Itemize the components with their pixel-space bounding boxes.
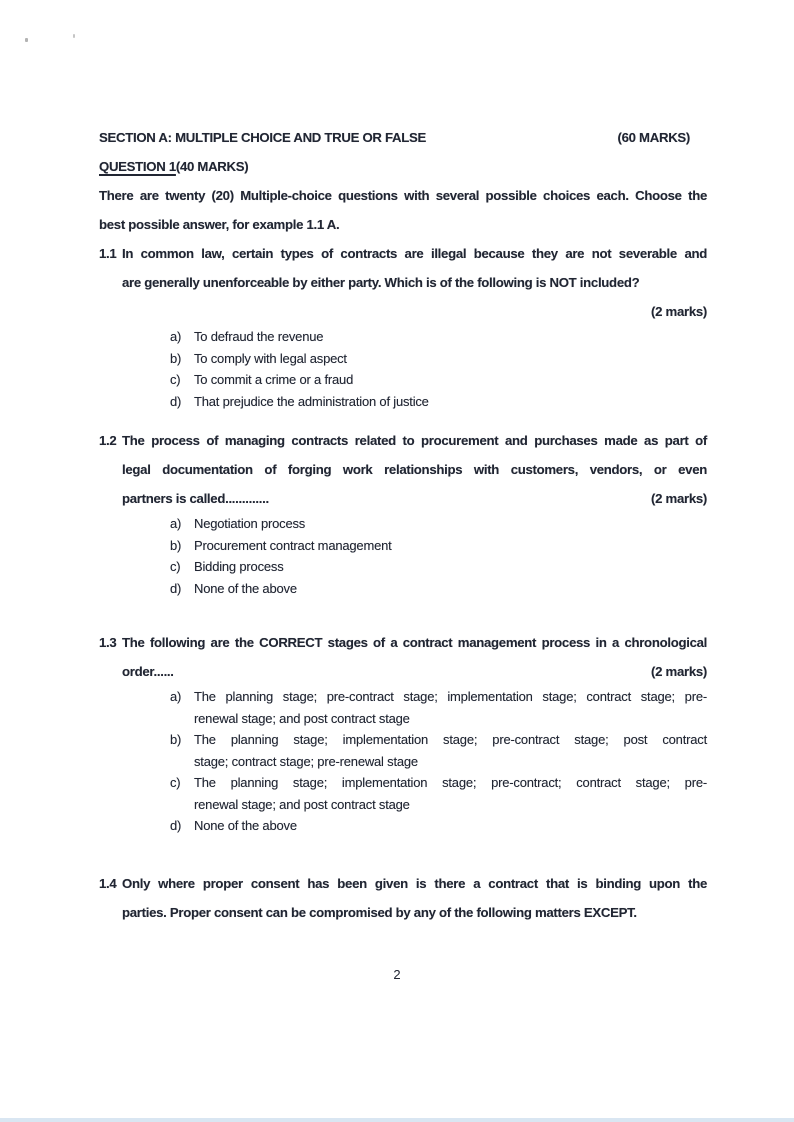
marks-label: (2 marks) xyxy=(651,304,707,319)
question-1-1 xyxy=(99,239,707,412)
option-text-line: None of the above xyxy=(194,580,297,596)
option-text-line: The planning stage; implementation stage; pre-contract stage; post contract xyxy=(194,732,707,747)
section-title: SECTION A: MULTIPLE CHOICE AND TRUE OR FALSE xyxy=(99,130,426,145)
option-text-line: That prejudice the administration of justice xyxy=(194,393,429,409)
option-text-line: renewal stage; and post contract stage xyxy=(194,796,410,812)
option-row xyxy=(170,391,707,413)
instructions-line: There are twenty (20) Multiple-choice questions with several possible choices each. Choose the xyxy=(99,188,707,203)
option-text xyxy=(194,556,707,578)
option-text xyxy=(194,391,707,413)
option-row xyxy=(170,686,707,729)
option-letter: c) xyxy=(170,372,181,387)
option-text xyxy=(194,686,707,729)
option-letter: d) xyxy=(170,393,182,409)
option-row xyxy=(170,772,707,815)
question-text-tail: order...... xyxy=(122,664,174,679)
option-letter: c) xyxy=(170,775,181,790)
question-text-line: legal documentation of forging work relationships with customers, vendors, or even xyxy=(122,462,707,477)
question-text-line: Only where proper consent has been given is there a contract that is binding upon the xyxy=(122,875,707,891)
scan-speck xyxy=(73,34,75,38)
options-list xyxy=(122,326,707,412)
option-letter: a) xyxy=(170,329,182,344)
option-text-line: Negotiation process xyxy=(194,516,306,531)
option-row xyxy=(170,729,707,772)
option-row xyxy=(170,348,707,370)
option-row xyxy=(170,513,707,535)
question-heading-row xyxy=(99,152,707,181)
option-row xyxy=(170,326,707,348)
instructions xyxy=(99,181,707,239)
instructions-line: best possible answer, for example 1.1 A. xyxy=(99,217,340,232)
option-text-line: The planning stage; pre-contract stage; implementation stage; contract stage; pre- xyxy=(194,689,707,704)
option-row xyxy=(170,578,707,600)
option-row xyxy=(170,369,707,391)
option-text-line: renewal stage; and post contract stage xyxy=(194,710,410,726)
question-number: 1.3 xyxy=(99,635,117,650)
option-letter: b) xyxy=(170,350,182,366)
option-text-line: Bidding process xyxy=(194,559,284,574)
option-text-line: stage; contract stage; pre-renewal stage xyxy=(194,753,418,769)
question-text-line: In common law, certain types of contracts are illegal because they are not severable and xyxy=(122,246,707,261)
question-text-line xyxy=(122,657,707,686)
option-letter: b) xyxy=(170,732,182,747)
option-text-line: To commit a crime or a fraud xyxy=(194,372,354,387)
option-text xyxy=(194,578,707,600)
scan-bottom-edge xyxy=(0,1118,794,1122)
option-text xyxy=(194,729,707,772)
options-list xyxy=(122,513,707,599)
option-row xyxy=(170,535,707,557)
question-number: 1.4 xyxy=(99,875,117,891)
option-text xyxy=(194,772,707,815)
option-text-line: Procurement contract management xyxy=(194,537,392,553)
option-text-line: To comply with legal aspect xyxy=(194,350,347,366)
question-1-3 xyxy=(99,628,707,837)
question-text-line: parties. Proper consent can be compromised by any of the following matters EXCEPT. xyxy=(122,904,637,920)
option-text xyxy=(194,513,707,535)
option-text xyxy=(194,369,707,391)
question-text-line: The process of managing contracts related to procurement and purchases made as part of xyxy=(122,433,707,448)
option-letter: d) xyxy=(170,818,182,833)
question-number: 1.1 xyxy=(99,246,117,261)
question-text-line: The following are the CORRECT stages of a contract management process in a chronological xyxy=(122,635,707,650)
question-number: 1.2 xyxy=(99,433,117,448)
option-text-line: To defraud the revenue xyxy=(194,329,324,344)
option-letter: b) xyxy=(170,537,182,553)
page-number: 2 xyxy=(393,967,401,982)
option-text xyxy=(194,348,707,370)
option-letter: d) xyxy=(170,580,182,596)
marks-label: (2 marks) xyxy=(651,664,707,679)
section-header-row xyxy=(99,123,707,152)
scan-speck xyxy=(25,38,28,42)
option-text xyxy=(194,815,707,837)
question-1-2 xyxy=(99,426,707,599)
option-text xyxy=(194,535,707,557)
page-content xyxy=(99,123,707,927)
option-letter: c) xyxy=(170,559,181,574)
marks-label: (2 marks) xyxy=(651,491,707,506)
option-text xyxy=(194,326,707,348)
question-heading-marks: (40 MARKS) xyxy=(175,159,249,174)
question-text-line: are generally unenforceable by either party. Which is of the following is NOT included? xyxy=(122,275,640,290)
question-text-line xyxy=(122,484,707,513)
question-text-tail: partners is called............. xyxy=(122,491,269,506)
marks-line xyxy=(122,297,707,326)
option-row xyxy=(170,815,707,837)
option-letter: a) xyxy=(170,689,182,704)
option-text-line: None of the above xyxy=(194,818,297,833)
question-heading: QUESTION 1 xyxy=(99,159,176,174)
option-text-line: The planning stage; implementation stage; pre-contract; contract stage; pre- xyxy=(194,775,707,790)
question-1-4 xyxy=(99,869,707,927)
option-letter: a) xyxy=(170,516,182,531)
section-marks: (60 MARKS) xyxy=(617,130,690,145)
option-row xyxy=(170,556,707,578)
options-list xyxy=(122,686,707,837)
